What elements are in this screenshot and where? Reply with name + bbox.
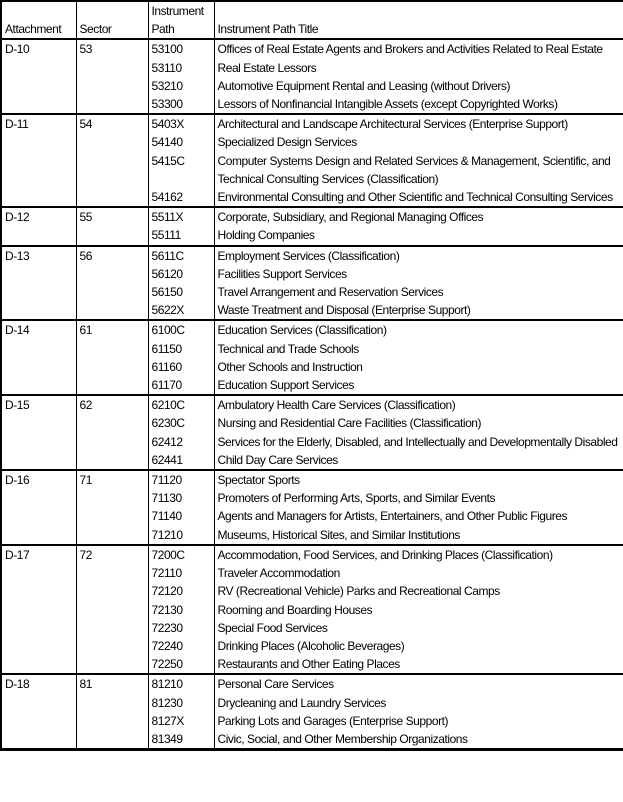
- instrument-path-title-cell: Education Services (Classification): [214, 320, 623, 339]
- sector-cell: 53: [76, 39, 148, 114]
- instrument-path-title-cell: Corporate, Subsidiary, and Regional Managing Offices: [214, 207, 623, 226]
- table-row: [1, 470, 623, 489]
- instrument-path-cell: 81210: [148, 674, 214, 693]
- attachment-cell: D-17: [1, 545, 76, 674]
- instrument-path-cell: 72230: [148, 619, 214, 637]
- instrument-path-cell: 62441: [148, 451, 214, 470]
- sector-cell: 72: [76, 545, 148, 674]
- instrument-path-title-cell: Waste Treatment and Disposal (Enterprise Support): [214, 301, 623, 320]
- attachment-cell: D-13: [1, 246, 76, 321]
- instrument-path-cell: 71120: [148, 470, 214, 489]
- table-row: [1, 395, 623, 414]
- instrument-path-title-cell: Accommodation, Food Services, and Drinking Places (Classification): [214, 545, 623, 564]
- instrument-path-cell: 56150: [148, 283, 214, 301]
- sector-cell: 55: [76, 207, 148, 245]
- sector-cell: 61: [76, 320, 148, 395]
- instrument-path-cell: 81349: [148, 730, 214, 750]
- table-row: [1, 674, 623, 693]
- instrument-path-cell: 72250: [148, 655, 214, 674]
- sector-cell: 56: [76, 246, 148, 321]
- instrument-path-title-cell: Architectural and Landscape Architectural Services (Enterprise Support): [214, 114, 623, 133]
- attachment-cell: D-15: [1, 395, 76, 470]
- instrument-path-cell: 81230: [148, 694, 214, 712]
- instrument-path-title-cell: Education Support Services: [214, 376, 623, 395]
- instrument-path-cell: 53300: [148, 95, 214, 114]
- instrument-path-cell: 55111: [148, 226, 214, 245]
- instrument-path-cell: 54162: [148, 188, 214, 207]
- instrument-path-title-cell: Restaurants and Other Eating Places: [214, 655, 623, 674]
- instrument-path-cell: 71140: [148, 507, 214, 525]
- table-row: [1, 207, 623, 226]
- instrument-path-title-cell: RV (Recreational Vehicle) Parks and Recreational Camps: [214, 582, 623, 600]
- instrument-path-title-cell: Drinking Places (Alcoholic Beverages): [214, 637, 623, 655]
- instrument-path-title-cell: Civic, Social, and Other Membership Organizations: [214, 730, 623, 750]
- instrument-path-cell: 5622X: [148, 301, 214, 320]
- instrument-path-cell: 56120: [148, 265, 214, 283]
- instrument-path-title-cell: Parking Lots and Garages (Enterprise Support): [214, 712, 623, 730]
- instrument-path-title-cell: Specialized Design Services: [214, 133, 623, 151]
- table-row: [1, 320, 623, 339]
- instrument-path-title-cell: Museums, Historical Sites, and Similar Institutions: [214, 526, 623, 545]
- sector-cell: 62: [76, 395, 148, 470]
- instrument-path-title-cell: Services for the Elderly, Disabled, and Intellectually and Developmentally Disabled: [214, 433, 623, 451]
- instrument-path-cell: 53100: [148, 39, 214, 58]
- table-row: [1, 246, 623, 265]
- instrument-path-cell: 72130: [148, 601, 214, 619]
- instrument-path-cell: 53210: [148, 77, 214, 95]
- col-header-attachment: Attachment: [1, 1, 76, 39]
- instrument-path-cell: 8127X: [148, 712, 214, 730]
- instrument-path-title-cell: Automotive Equipment Rental and Leasing (without Drivers): [214, 77, 623, 95]
- instrument-path-title-cell: Traveler Accommodation: [214, 564, 623, 582]
- instrument-path-title-cell: Employment Services (Classification): [214, 246, 623, 265]
- instrument-path-cell: 5611C: [148, 246, 214, 265]
- table-row: [1, 545, 623, 564]
- instrument-path-title-cell: Child Day Care Services: [214, 451, 623, 470]
- col-header-instrument-path: Instrument Path: [148, 1, 214, 39]
- instrument-path-title-cell: Offices of Real Estate Agents and Brokers and Activities Related to Real Estate: [214, 39, 623, 58]
- instrument-path-cell: 61170: [148, 376, 214, 395]
- instrument-path-title-cell: Other Schools and Instruction: [214, 358, 623, 376]
- instrument-path-title-cell: Lessors of Nonfinancial Intangible Assets (except Copyrighted Works): [214, 95, 623, 114]
- instrument-path-title-cell: Spectator Sports: [214, 470, 623, 489]
- instrument-path-cell: 5415C: [148, 152, 214, 188]
- instrument-path-title-cell: Promoters of Performing Arts, Sports, and Similar Events: [214, 489, 623, 507]
- instrument-path-cell: 6100C: [148, 320, 214, 339]
- instrument-path-title-cell: Real Estate Lessors: [214, 59, 623, 77]
- instrument-path-cell: 72110: [148, 564, 214, 582]
- attachment-cell: D-12: [1, 207, 76, 245]
- table-header: [1, 1, 623, 39]
- attachment-cell: D-10: [1, 39, 76, 114]
- instrument-path-title-cell: Facilities Support Services: [214, 265, 623, 283]
- attachment-cell: D-14: [1, 320, 76, 395]
- table-row: [1, 39, 623, 58]
- instrument-path-title-cell: Travel Arrangement and Reservation Services: [214, 283, 623, 301]
- instrument-path-title-cell: Holding Companies: [214, 226, 623, 245]
- instrument-path-title-cell: Technical and Trade Schools: [214, 340, 623, 358]
- instrument-path-title-cell: Agents and Managers for Artists, Entertainers, and Other Public Figures: [214, 507, 623, 525]
- attachment-cell: D-16: [1, 470, 76, 545]
- instrument-path-cell: 72120: [148, 582, 214, 600]
- instrument-path-cell: 7200C: [148, 545, 214, 564]
- instrument-path-title-cell: Nursing and Residential Care Facilities (Classification): [214, 414, 623, 432]
- attachment-cell: D-18: [1, 674, 76, 749]
- instrument-path-cell: 5511X: [148, 207, 214, 226]
- instrument-path-title-cell: Ambulatory Health Care Services (Classification): [214, 395, 623, 414]
- sector-cell: 54: [76, 114, 148, 207]
- instrument-path-title-cell: Special Food Services: [214, 619, 623, 637]
- instrument-path-cell: 71210: [148, 526, 214, 545]
- instrument-path-title-cell: Personal Care Services: [214, 674, 623, 693]
- instrument-path-cell: 53110: [148, 59, 214, 77]
- instrument-path-cell: 71130: [148, 489, 214, 507]
- instrument-path-cell: 6230C: [148, 414, 214, 432]
- instrument-path-cell: 62412: [148, 433, 214, 451]
- instrument-path-cell: 61160: [148, 358, 214, 376]
- instrument-path-title-cell: Drycleaning and Laundry Services: [214, 694, 623, 712]
- instrument-path-cell: 72240: [148, 637, 214, 655]
- instrument-path-title-cell: Environmental Consulting and Other Scientific and Technical Consulting Services: [214, 188, 623, 207]
- sector-cell: 71: [76, 470, 148, 545]
- header-row: [1, 1, 623, 39]
- sector-cell: 81: [76, 674, 148, 749]
- instrument-path-cell: 5403X: [148, 114, 214, 133]
- instrument-path-cell: 61150: [148, 340, 214, 358]
- instrument-path-cell: 6210C: [148, 395, 214, 414]
- table-row: [1, 114, 623, 133]
- attachment-cell: D-11: [1, 114, 76, 207]
- col-header-sector: Sector: [76, 1, 148, 39]
- instrument-path-cell: 54140: [148, 133, 214, 151]
- table-body: [1, 39, 623, 749]
- instrument-path-title-cell: Rooming and Boarding Houses: [214, 601, 623, 619]
- instrument-path-title-cell: Computer Systems Design and Related Services & Management, Scientific, and Technical Consulting Services (Classification): [214, 152, 623, 188]
- col-header-instrument-path-title: Instrument Path Title: [214, 1, 623, 39]
